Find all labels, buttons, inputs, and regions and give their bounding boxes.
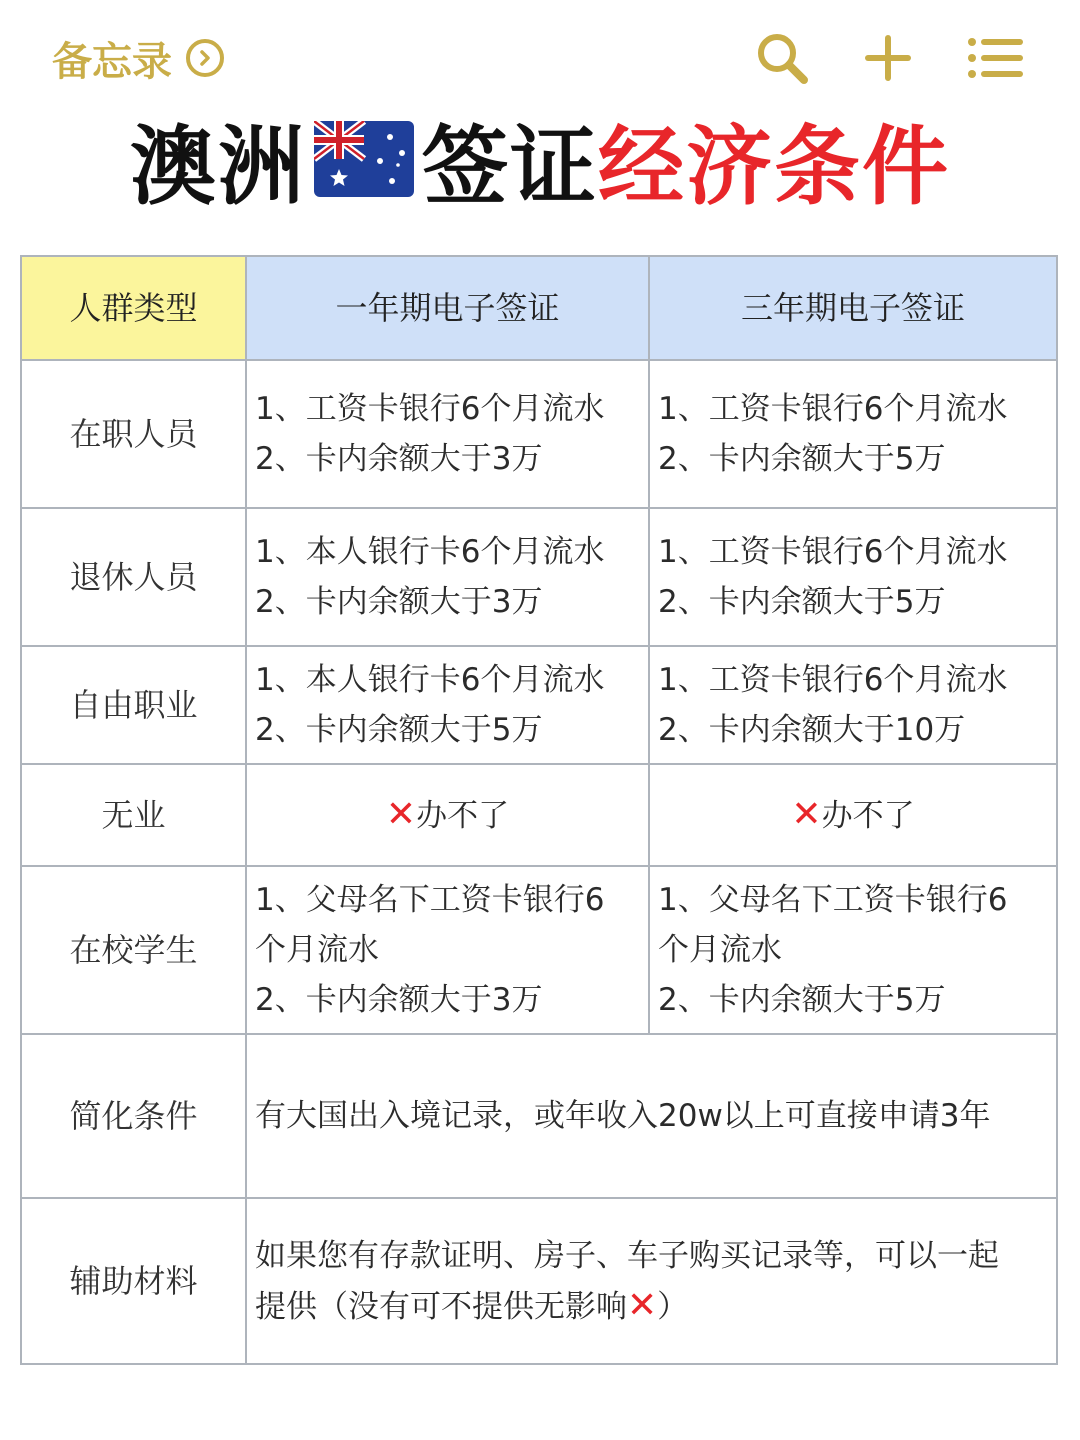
table-header-row [21, 256, 1057, 360]
cell-line: 1、本人银行卡6个月流水 [255, 662, 605, 698]
cell-line: 2、卡内余额大于5万 [658, 584, 946, 620]
cell-line: 2、卡内余额大于3万 [255, 584, 543, 620]
cell-line: 1、父母名下工资卡银行6 [255, 882, 605, 918]
visa-requirements-table [20, 255, 1058, 1365]
one-year-cell [246, 508, 649, 646]
row-label: 自由职业 [21, 646, 246, 764]
australia-flag-icon [314, 121, 414, 197]
back-to-notes-button[interactable] [52, 30, 224, 86]
chevron-right-icon [186, 39, 224, 77]
row-label: 简化条件 [21, 1034, 246, 1198]
three-year-cell [649, 360, 1057, 508]
header-group-type: 人群类型 [21, 256, 246, 360]
cell-line: 1、工资卡银行6个月流水 [658, 391, 1008, 427]
merged-cell [246, 1034, 1057, 1198]
list-icon[interactable] [964, 28, 1024, 88]
cell-line: 1、工资卡银行6个月流水 [255, 391, 605, 427]
merged-cell [246, 1198, 1057, 1364]
page-title [0, 104, 1080, 217]
cross-icon: ✕ [791, 793, 822, 835]
top-bar [0, 0, 1080, 110]
row-label: 无业 [21, 764, 246, 866]
cell-line: 个月流水 [255, 932, 379, 968]
cell-text: ） [657, 1288, 689, 1325]
cell-line: 2、卡内余额大于3万 [255, 441, 543, 477]
cell-line: 个月流水 [658, 932, 782, 968]
cell-line: 2、卡内余额大于3万 [255, 982, 543, 1018]
three-year-cell [649, 866, 1057, 1034]
three-year-cell [649, 764, 1057, 866]
toolbar [752, 28, 1024, 88]
cell-text: 办不了 [416, 797, 510, 834]
cell-line: 如果您有存款证明、房子、车子购买记录等，可以一起 [255, 1237, 999, 1274]
table-row [21, 508, 1057, 646]
header-one-year-visa: 一年期电子签证 [246, 256, 649, 360]
cell-line: 1、工资卡银行6个月流水 [658, 662, 1008, 698]
cell-text: 办不了 [821, 797, 915, 834]
back-label: 备忘录 [52, 38, 172, 85]
row-label: 在校学生 [21, 866, 246, 1034]
table-row [21, 866, 1057, 1034]
one-year-cell [246, 360, 649, 508]
row-label: 退休人员 [21, 508, 246, 646]
cross-icon: ✕ [627, 1284, 658, 1326]
title-part-visa: 签证 [422, 117, 598, 217]
search-icon[interactable] [752, 28, 812, 88]
table-row [21, 646, 1057, 764]
cell-line: 2、卡内余额大于5万 [658, 982, 946, 1018]
cross-icon: ✕ [385, 793, 417, 835]
cell-text: 提供（没有可不提供无影响 [255, 1288, 627, 1325]
cell-line: 2、卡内余额大于5万 [658, 441, 946, 477]
cell-line: 2、卡内余额大于10万 [658, 712, 966, 748]
cell-line: 1、父母名下工资卡银行6 [658, 882, 1008, 918]
title-part-economic-conditions: 经济条件 [598, 117, 950, 217]
one-year-cell [246, 866, 649, 1034]
one-year-cell [246, 646, 649, 764]
cell-line: 2、卡内余额大于5万 [255, 712, 543, 748]
plus-icon[interactable] [858, 28, 918, 88]
cell-line: 有大国出入境记录，或年收入20w以上可直接申请3年 [255, 1098, 991, 1134]
row-label: 在职人员 [21, 360, 246, 508]
table-row [21, 1198, 1057, 1364]
one-year-cell [246, 764, 649, 866]
three-year-cell [649, 508, 1057, 646]
title-part-australia: 澳洲 [130, 117, 306, 217]
three-year-cell [649, 646, 1057, 764]
cell-line: 1、工资卡银行6个月流水 [658, 534, 1008, 570]
table-row [21, 360, 1057, 508]
table-row [21, 1034, 1057, 1198]
cell-line [255, 1281, 1056, 1332]
cell-line: 1、本人银行卡6个月流水 [255, 534, 605, 570]
row-label: 辅助材料 [21, 1198, 246, 1364]
header-three-year-visa: 三年期电子签证 [649, 256, 1057, 360]
table-row [21, 764, 1057, 866]
